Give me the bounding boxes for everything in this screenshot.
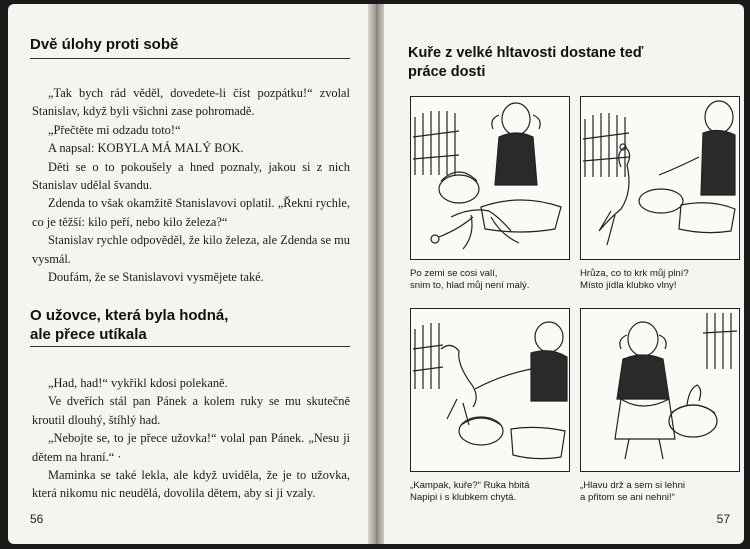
page-number-right: 57 <box>716 512 730 526</box>
story-title-2 <box>30 306 228 344</box>
story-title-1: Dvě úlohy proti sobě <box>30 36 179 53</box>
page-number-left: 56 <box>30 512 44 526</box>
comic-title-line1: Kuře z velké hltavosti dostane teď <box>408 45 644 61</box>
illustration-girl-chick-yarn <box>411 97 569 259</box>
comic-panel-2 <box>580 96 740 260</box>
story-title-2-line1: O užovce, která byla hodná, <box>30 307 229 324</box>
right-page <box>384 4 744 544</box>
caption-line: Po zemi se cosi valí, <box>410 268 498 279</box>
title-underline <box>30 58 350 59</box>
illustration-girl-catching-chick <box>411 309 569 471</box>
paragraph: A napsal: KOBYLA MÁ MALÝ BOK. <box>48 141 244 156</box>
paragraph: „Přečtěte mi odzadu toto!“ <box>48 122 181 137</box>
paragraph: „Tak bych rád věděl, dovedete-li číst pozpátku!“ zvolal Stanislav, když byli všichni zase pohromadě. <box>32 86 350 119</box>
caption-line: „Kampak, kuře?“ Ruka hbitá <box>410 480 530 491</box>
caption-4 <box>580 480 740 504</box>
comic-title <box>408 44 643 82</box>
caption-line: „Hlavu drž a sem si lehni <box>580 480 686 491</box>
left-page <box>8 4 370 544</box>
paragraph: Zdenda to však okamžitě Stanislavovi oplatil. „Řekni rychle, co je těžší: kilo peří, nebo kilo železa?“ <box>32 196 350 229</box>
caption-2 <box>580 268 740 292</box>
caption-line: a přitom se ani nehni!“ <box>580 492 675 503</box>
story-2-text <box>32 374 350 503</box>
comic-panel-4 <box>580 308 740 472</box>
caption-line: snim to, hlad můj není malý. <box>410 280 530 291</box>
title-underline <box>30 346 350 347</box>
paragraph: „Nebojte se, to je přece užovka!“ volal pan Pánek. „Nesu ji dětem na hraní.“ · <box>32 431 350 464</box>
caption-3 <box>410 480 570 504</box>
paragraph: Děti se o to pokoušely a hned poznaly, jakou si z nich Stanislav udělal švandu. <box>32 159 350 193</box>
comic-panel-3 <box>410 308 570 472</box>
story-1-text <box>32 84 350 286</box>
caption-line: Místo jídla klubko vlny! <box>580 280 677 291</box>
paragraph: Maminka se také lekla, ale když uviděla, že je to užovka, která nikomu nic neudělá, dovolila dětem, aby si ji vzaly. <box>32 468 350 501</box>
illustration-chick-swallowing-yarn <box>581 97 739 259</box>
comic-panel-1 <box>410 96 570 260</box>
paragraph: Stanislav rychle odpověděl, že kilo železa, ale Zdenda se mu vysmál. <box>32 233 350 266</box>
caption-line: Hrůza, co to krk můj plní? <box>580 268 689 279</box>
story-title-2-line2: ale přece utíkala <box>30 326 147 343</box>
caption-line: Napipi i s klubkem chytá. <box>410 492 517 503</box>
caption-1 <box>410 268 570 292</box>
paragraph: Ve dveřích stál pan Pánek a kolem ruky se mu skutečně kroutil dlouhý, štíhlý had. <box>32 394 350 427</box>
illustration-girl-holding-chick <box>581 309 739 471</box>
paragraph: „Had, had!“ vykřikl kdosi polekaně. <box>48 376 228 390</box>
paragraph: Doufám, že se Stanislavovi vysmějete také. <box>48 270 264 285</box>
comic-title-line2: práce dosti <box>408 64 486 80</box>
